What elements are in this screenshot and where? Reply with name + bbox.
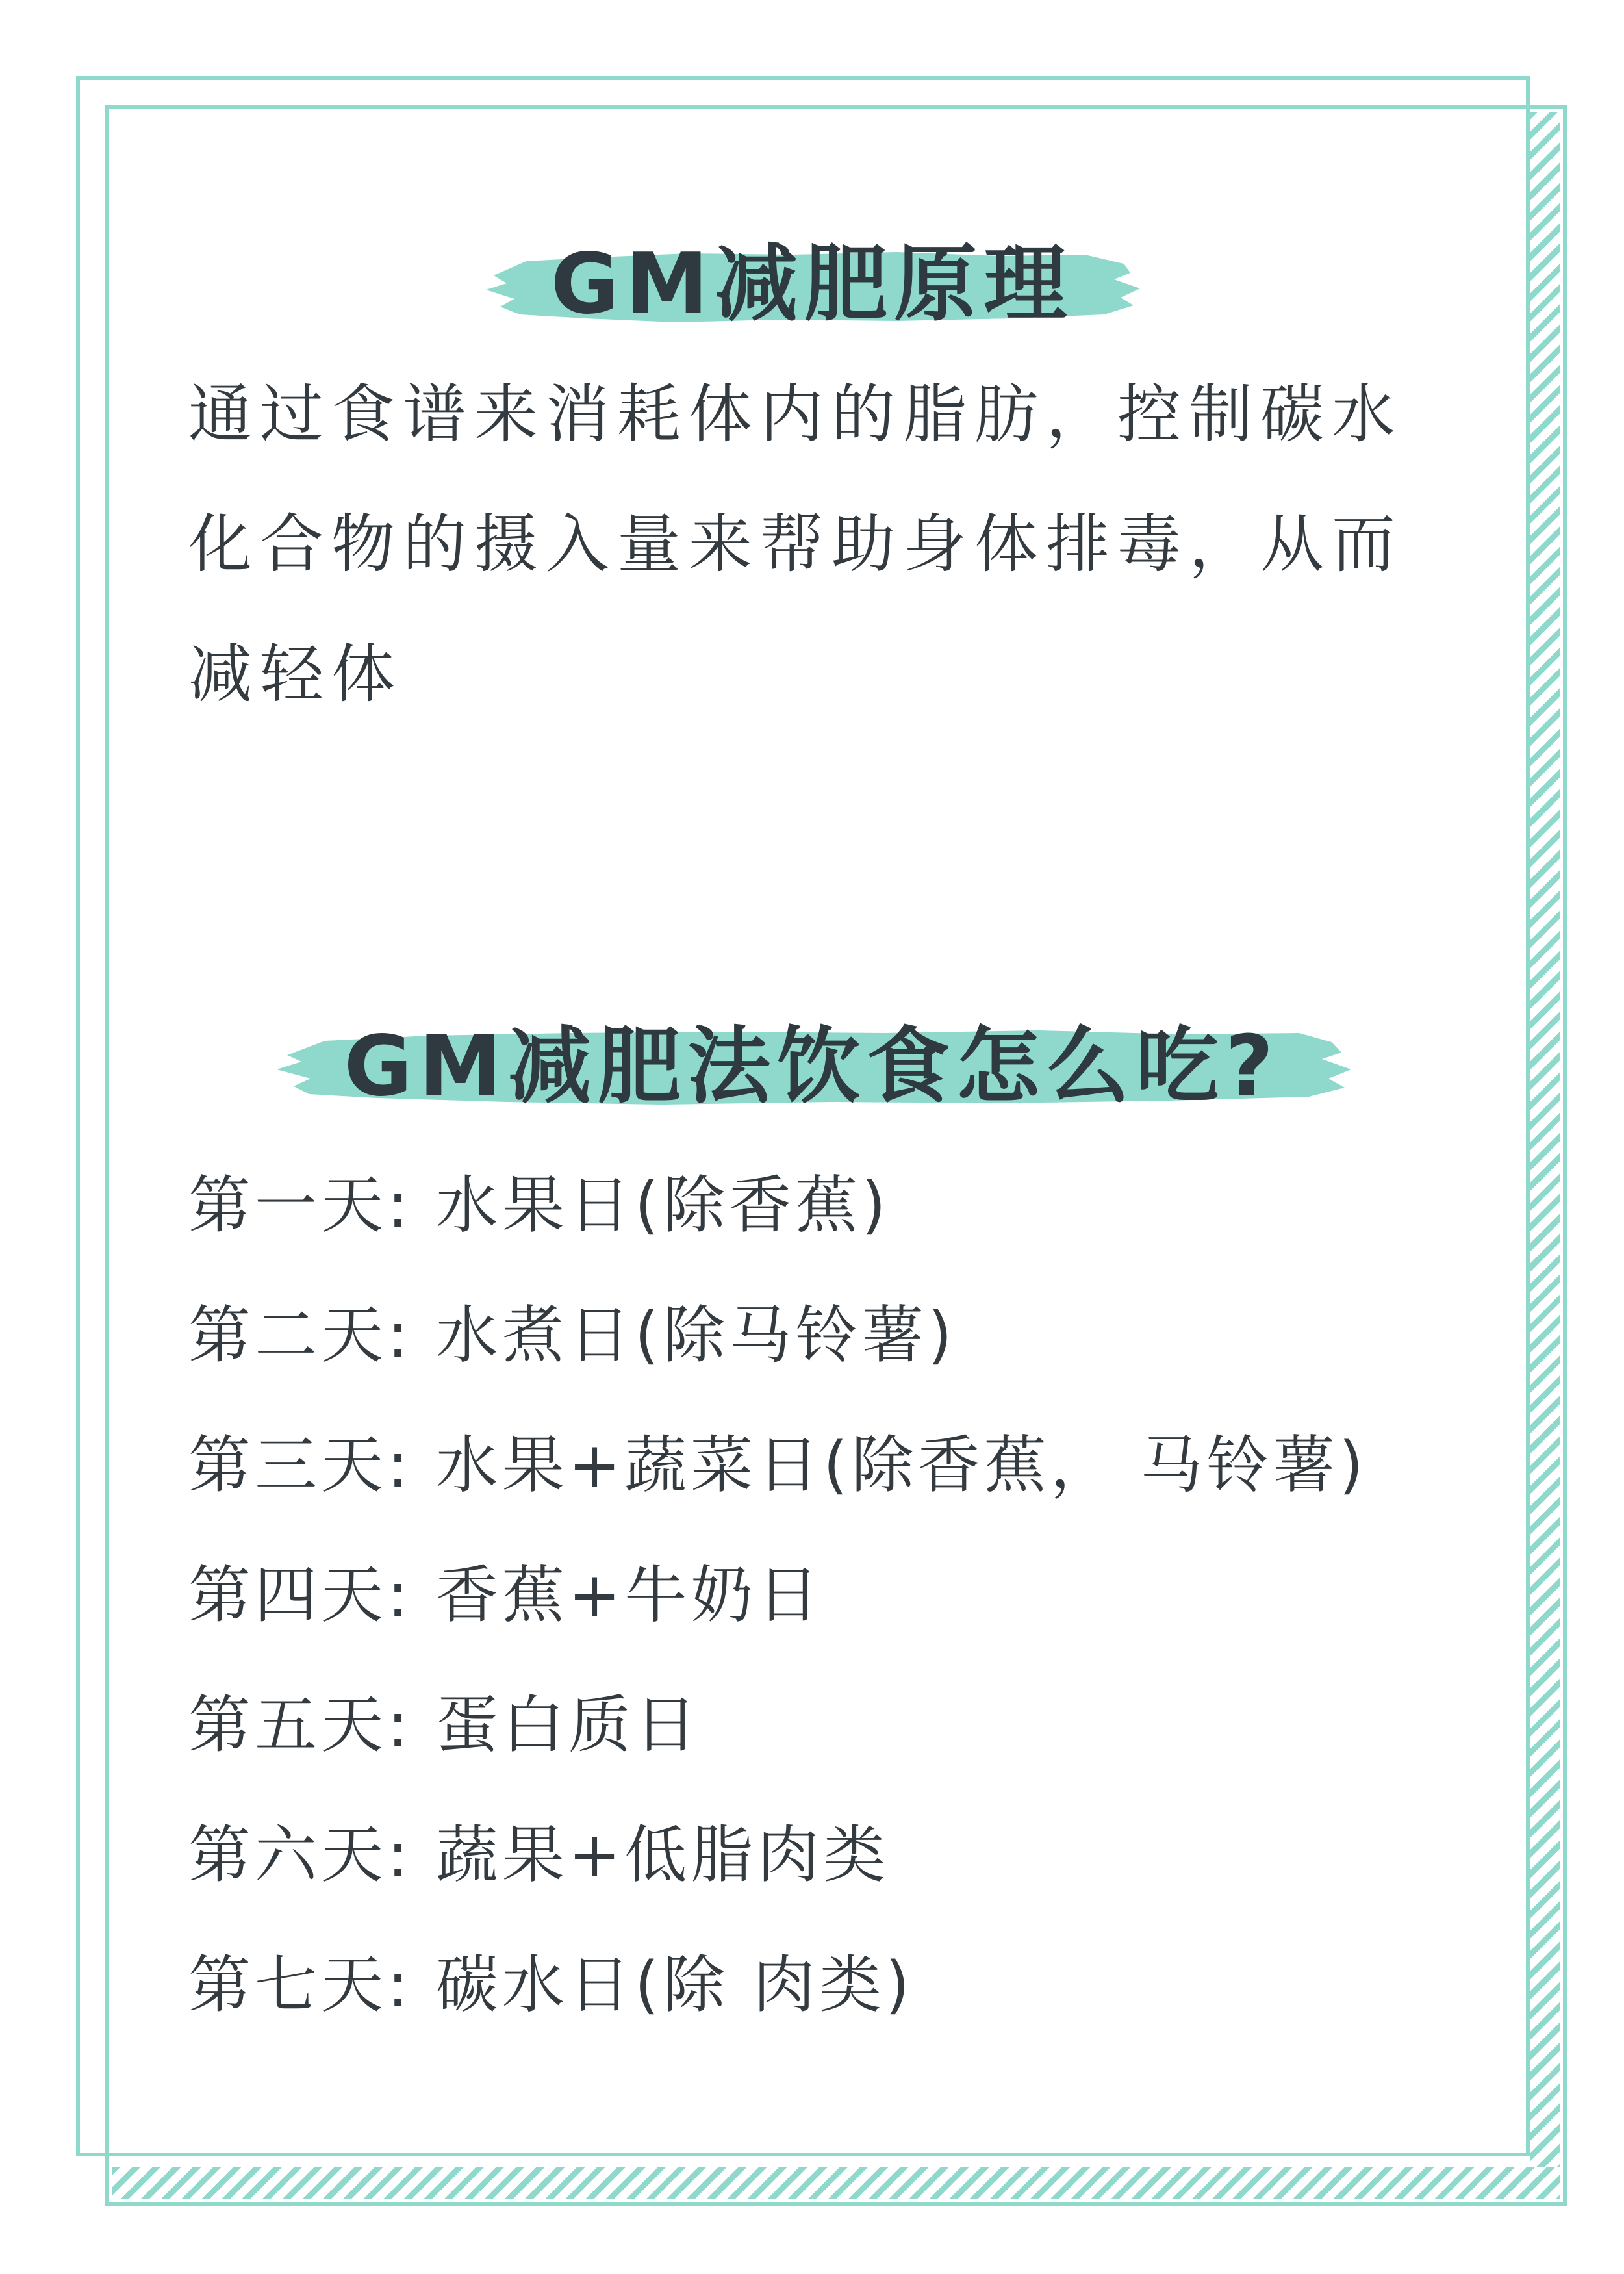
day-item: 第三天: 水果+蔬菜日(除香蕉， 马铃薯) xyxy=(188,1429,1367,1501)
day-item: 第四天: 香蕉+牛奶日 xyxy=(188,1559,824,1631)
section2-title: GM减肥法饮食怎么吃? xyxy=(344,1018,1280,1115)
section1-title: GM减肥原理 xyxy=(550,236,1074,333)
day-item: 第二天: 水煮日(除马铃薯) xyxy=(188,1299,956,1372)
day-item: 第五天: 蛋白质日 xyxy=(188,1689,701,1761)
diet-day-list xyxy=(188,1140,1367,2050)
section2-heading-row xyxy=(0,1018,1624,1115)
section1-heading-row xyxy=(0,236,1624,333)
day-item: 第七天: 碳水日(除 肉类) xyxy=(188,1948,914,2021)
day-item: 第六天: 蔬果+低脂肉类 xyxy=(188,1819,890,1891)
day-item: 第一天: 水果日(除香蕉) xyxy=(188,1169,890,1242)
section1-body: 通过食谱来消耗体内的脂肪，控制碳水化合物的摄入量来帮助身体排毒，从而减轻体 xyxy=(188,377,1404,711)
